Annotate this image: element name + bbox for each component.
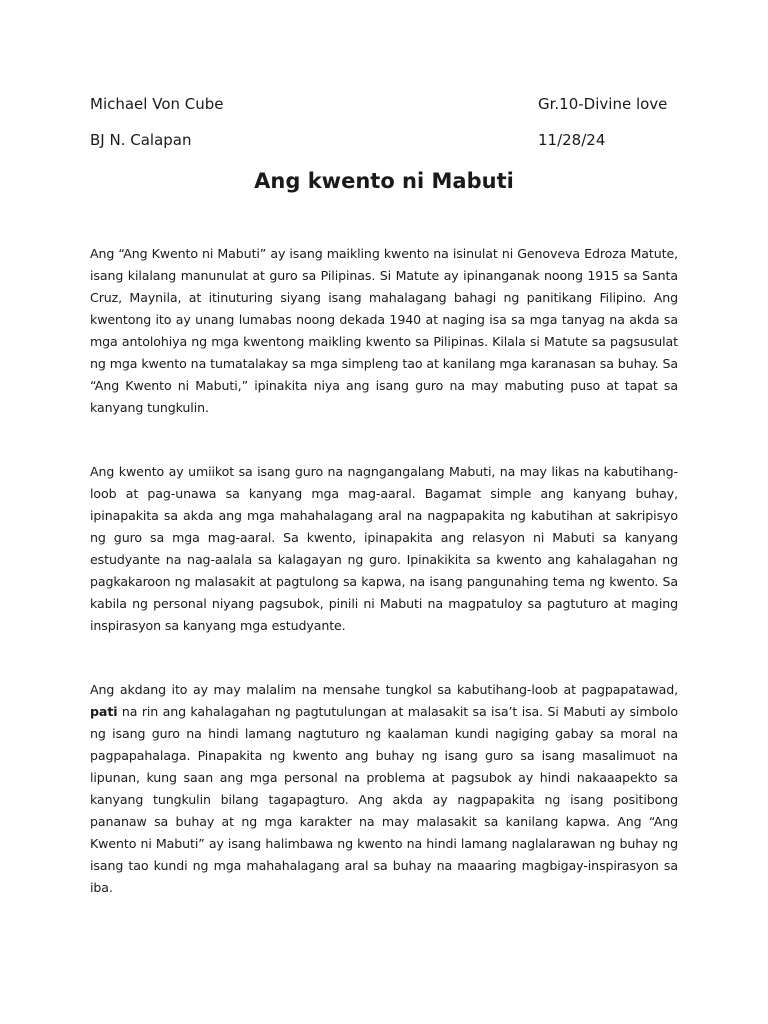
paragraph-1-text: Ang “Ang Kwento ni Mabuti” ay isang maikling kwento na isinulat ni Genoveva Edroza Matute, isang kilalang manunulat at guro sa Pilipinas. Si Matute ay ipinanganak noong 1915 sa Santa Cruz, Maynila, at itinuturing siyang isang mahalagang bahagi ng panitikang Filipino. Ang kwentong ito ay unang lumabas noong dekada 1940 at naging isa sa mga tanyag na akda sa mga antolohiya ng mga kwentong maikling kwento sa Pilipinas. Kilala si Matute sa pagsusulat ng mga kwento na tumatalakay sa mga simpleng tao at kanilang mga karanasan sa buhay. Sa “Ang Kwento ni Mabuti,” ipinakita niya ang isang guro na may mabuting puso at tapat sa kanyang tungkulin. — [90, 246, 678, 415]
document-title: Ang kwento ni Mabuti — [254, 169, 514, 193]
paragraph-3 — [90, 679, 678, 899]
paragraph-3-start: Ang akdang ito ay may malalim na mensahe tungkol sa kabutihang-loob at pagpapatawad, — [90, 682, 678, 697]
paragraph-3-rest: na rin ang kahalagahan ng pagtutulungan at malasakit sa isa’t isa. Si Mabuti ay simbolo ng isang guro na hindi lamang nagtuturo ng kaalaman kundi nagiging gabay sa moral na pagpapahalaga. Pinapakita ng kwento ang buhay ng isang guro sa isang masalimuot na lipunan, kung saan ang mga personal na problema at pagsubok ay hindi nakaaapekto sa kanyang tungkulin bilang tagapagturo. Ang akda ay nagpapakita ng isang positibong pananaw sa buhay at ng mga karakter na may malasakit sa kanilang kapwa. Ang “Ang Kwento ni Mabuti” ay isang halimbawa ng kwento na hindi lamang naglalarawan ng buhay ng isang tao kundi ng mga mahahalagang aral sa buhay na maaaring magbigay-inspirasyon sa iba. — [90, 704, 678, 895]
grade-section: Gr.10-Divine love — [538, 95, 668, 113]
author-name-2: BJ N. Calapan — [90, 131, 192, 149]
author-name-1: Michael Von Cube — [90, 95, 224, 113]
paragraph-2-text: Ang kwento ay umiikot sa isang guro na nagngangalang Mabuti, na may likas na kabutihang-loob at pag-unawa sa kanyang mga mag-aaral. Bagamat simple ang kanyang buhay, ipinapakita sa akda ang mga mahahalagang aral na nagpapakita ng kabutihan at sakripisyo ng guro sa mga mag-aaral. Sa kwento, ipinapakita ang relasyon ni Mabuti sa kanyang estudyante na nag-aalala sa kalagayan ng guro. Ipinakikita sa kwento ang kahalagahan ng pagkakaroon ng malasakit at pagtulong sa kapwa, na isang pangunahing tema ng kwento. Sa kabila ng personal niyang pagsubok, pinili ni Mabuti na magpatuloy sa pagtuturo at maging inspirasyon sa kanyang mga estudyante. — [90, 464, 678, 633]
paragraph-3-text — [90, 679, 678, 899]
paragraph-3-bold-word: pati — [90, 704, 118, 719]
paragraph-1 — [90, 243, 678, 419]
document-date: 11/28/24 — [538, 131, 606, 149]
paragraph-2 — [90, 461, 678, 637]
